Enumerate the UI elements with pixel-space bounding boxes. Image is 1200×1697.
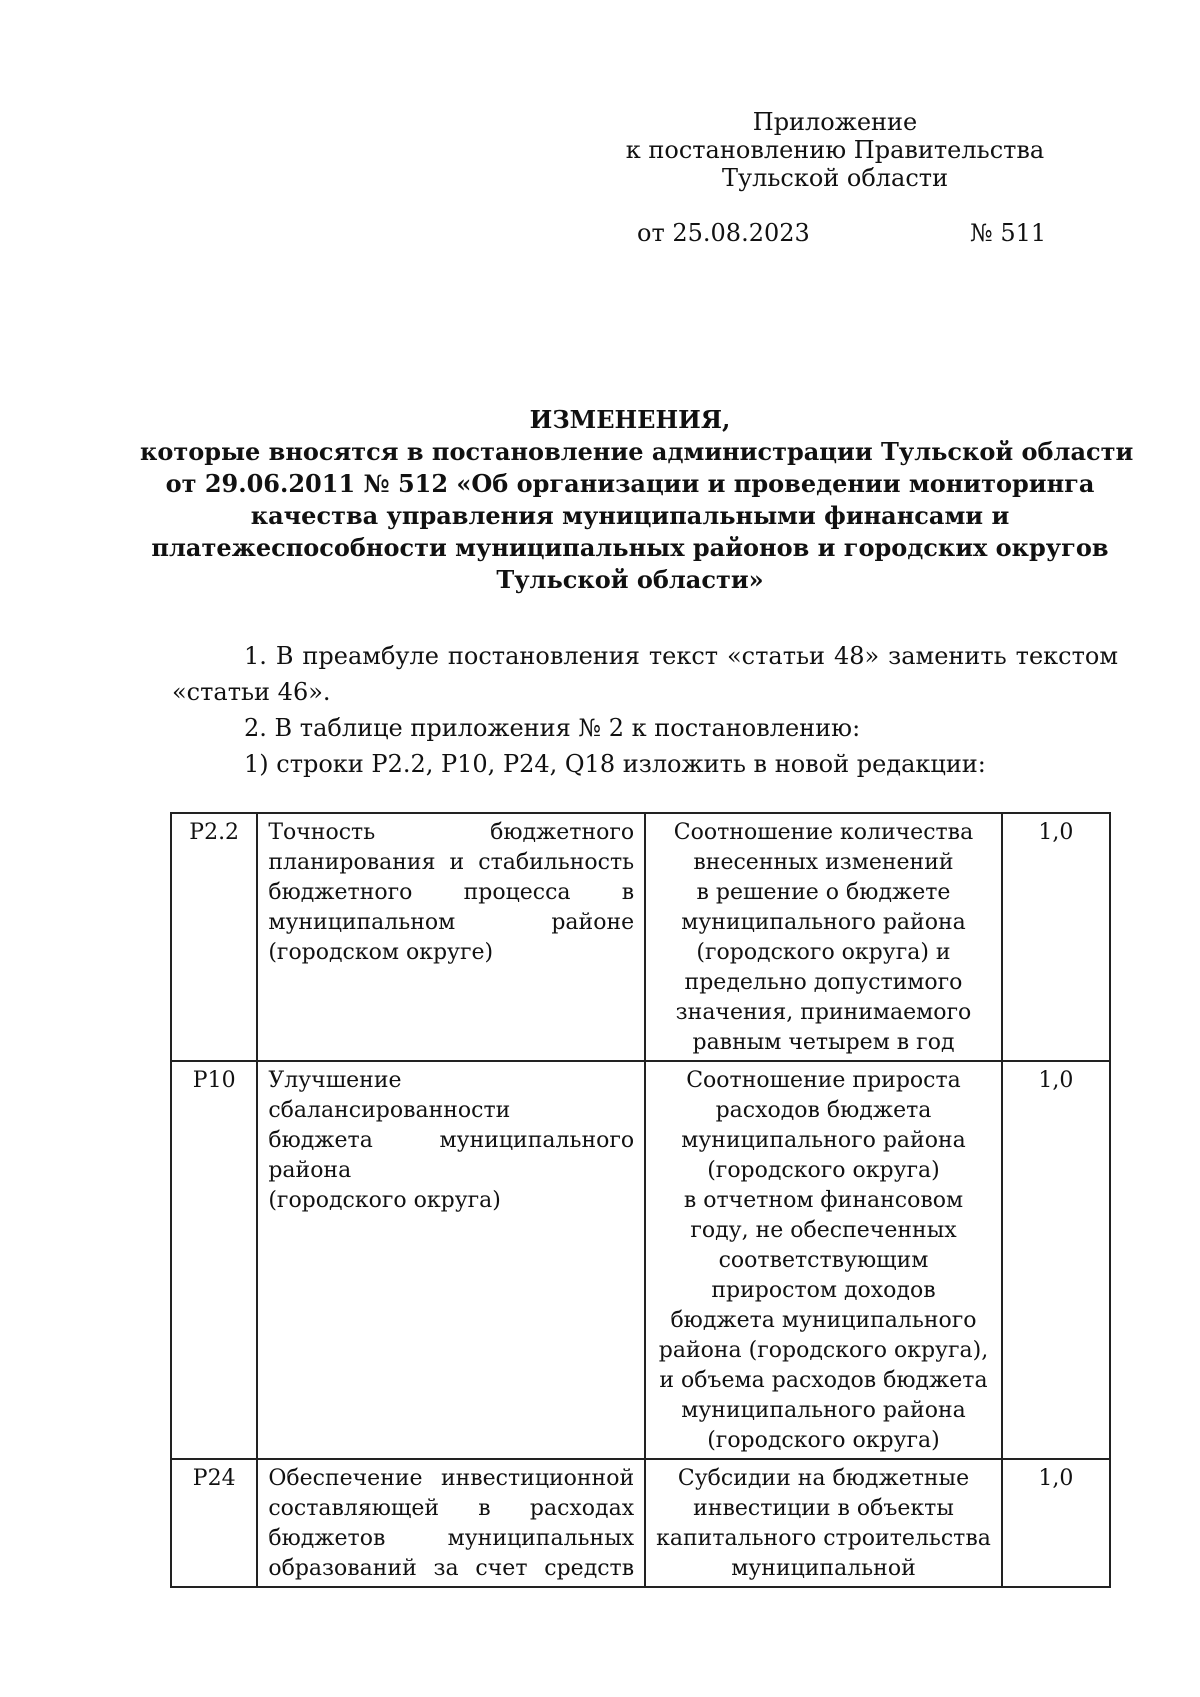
indicator-name-line: бюджетов муниципальных bbox=[268, 1526, 635, 1551]
indicator-description-line: капитального строительства bbox=[656, 1526, 991, 1551]
indicator-name-line: муниципальном районе bbox=[268, 910, 635, 935]
heading-line: от 29.06.2011 № 512 «Об организации и проведении мониторинга bbox=[165, 469, 1095, 498]
indicator-description-line: (городского округа) bbox=[707, 1428, 940, 1453]
indicator-description-line: году, не обеспеченных bbox=[690, 1218, 957, 1243]
table-row bbox=[171, 1459, 1110, 1587]
changes-table bbox=[170, 812, 1111, 1588]
indicator-description-line: предельно допустимого bbox=[684, 970, 963, 995]
indicator-description-line: равным четырем в год bbox=[692, 1030, 955, 1055]
appendix-region: Тульской области bbox=[721, 164, 949, 192]
changes-table-body bbox=[171, 813, 1110, 1587]
indicator-description-line: (городского округа) и bbox=[696, 940, 951, 965]
indicator-description-line: соответствующим bbox=[718, 1248, 929, 1273]
indicator-description-line: муниципальной bbox=[731, 1556, 916, 1581]
indicator-description-line: приростом доходов bbox=[711, 1278, 936, 1303]
heading-line: которые вносятся в постановление администрации Тульской области bbox=[140, 437, 1134, 466]
indicator-name-line: (городского округа) bbox=[268, 1188, 501, 1213]
indicator-description-line: муниципального района bbox=[681, 1398, 966, 1423]
appendix-reference: к постановлению Правительства bbox=[625, 136, 1045, 164]
indicator-description-line: в решение о бюджете bbox=[696, 880, 951, 905]
indicator-description-line: муниципального района bbox=[681, 1128, 966, 1153]
table-row bbox=[171, 813, 1110, 1061]
indicator-name-line: Обеспечение инвестиционной bbox=[268, 1466, 635, 1491]
indicator-name-line: (городском округе) bbox=[268, 940, 494, 965]
row-code: P10 bbox=[171, 1061, 257, 1459]
row-weight-value: 1,0 bbox=[1002, 813, 1110, 1061]
indicator-name-line: Улучшение сбалансированности bbox=[268, 1068, 511, 1123]
indicator-description-line: расходов бюджета bbox=[715, 1098, 932, 1123]
row-code: P2.2 bbox=[171, 813, 257, 1061]
row-indicator-name bbox=[257, 1061, 645, 1459]
row-indicator-name bbox=[257, 813, 645, 1061]
indicator-description-line: внесенных изменений bbox=[693, 850, 954, 875]
indicator-name-line: планирования и стабильность bbox=[268, 850, 635, 875]
indicator-description-line: в отчетном финансовом bbox=[683, 1188, 964, 1213]
paragraph-3: 1) строки P2.2, P10, P24, Q18 изложить в новой редакции: bbox=[244, 750, 986, 778]
indicator-description-line: Соотношение количества bbox=[673, 820, 974, 845]
row-indicator-description bbox=[645, 1061, 1002, 1459]
indicator-description-line: бюджета муниципального bbox=[670, 1308, 977, 1333]
row-indicator-description bbox=[645, 1459, 1002, 1587]
heading-line: Тульской области» bbox=[496, 565, 764, 594]
indicator-name-line: бюджетного процесса в bbox=[268, 880, 635, 905]
indicator-description-line: Соотношение прироста bbox=[686, 1068, 961, 1093]
indicator-name-line: бюджета муниципального района bbox=[268, 1128, 635, 1183]
document-heading bbox=[140, 404, 1134, 596]
table-row bbox=[171, 1061, 1110, 1459]
heading-line: качества управления муниципальными финансами и bbox=[250, 501, 1010, 530]
row-code: P24 bbox=[171, 1459, 257, 1587]
indicator-name-line: образований за счет средств bbox=[268, 1556, 635, 1581]
indicator-description-line: муниципального района bbox=[681, 910, 966, 935]
indicator-description-line: района (городского округа), bbox=[658, 1338, 989, 1363]
heading-title: ИЗМЕНЕНИЯ, bbox=[529, 405, 731, 434]
row-weight-value: 1,0 bbox=[1002, 1061, 1110, 1459]
document-body bbox=[172, 638, 1118, 782]
indicator-description-line: и объема расходов бюджета bbox=[659, 1368, 988, 1393]
indicator-description-line: Субсидии на бюджетные bbox=[677, 1466, 970, 1491]
row-indicator-description bbox=[645, 813, 1002, 1061]
row-weight-value: 1,0 bbox=[1002, 1459, 1110, 1587]
paragraph-1-line-2: «статьи 46». bbox=[172, 678, 331, 706]
heading-line: платежеспособности муниципальных районов и городских округов bbox=[151, 533, 1109, 562]
document-number: № 511 bbox=[970, 219, 1047, 247]
indicator-description-line: инвестиции в объекты bbox=[693, 1496, 954, 1521]
indicator-name-line: Точность бюджетного bbox=[268, 820, 635, 845]
document-date: от 25.08.2023 bbox=[637, 219, 810, 247]
indicator-description-line: значения, принимаемого bbox=[675, 1000, 972, 1025]
paragraph-2: 2. В таблице приложения № 2 к постановлению: bbox=[244, 714, 861, 742]
indicator-name-line: составляющей в расходах bbox=[268, 1496, 635, 1521]
row-indicator-name bbox=[257, 1459, 645, 1587]
appendix-title: Приложение bbox=[752, 108, 918, 136]
appendix-caption bbox=[600, 108, 1070, 192]
indicator-description-line: (городского округа) bbox=[707, 1158, 940, 1183]
paragraph-1-line-1: 1. В преамбуле постановления текст «статьи 48» заменить текстом bbox=[244, 642, 1118, 670]
